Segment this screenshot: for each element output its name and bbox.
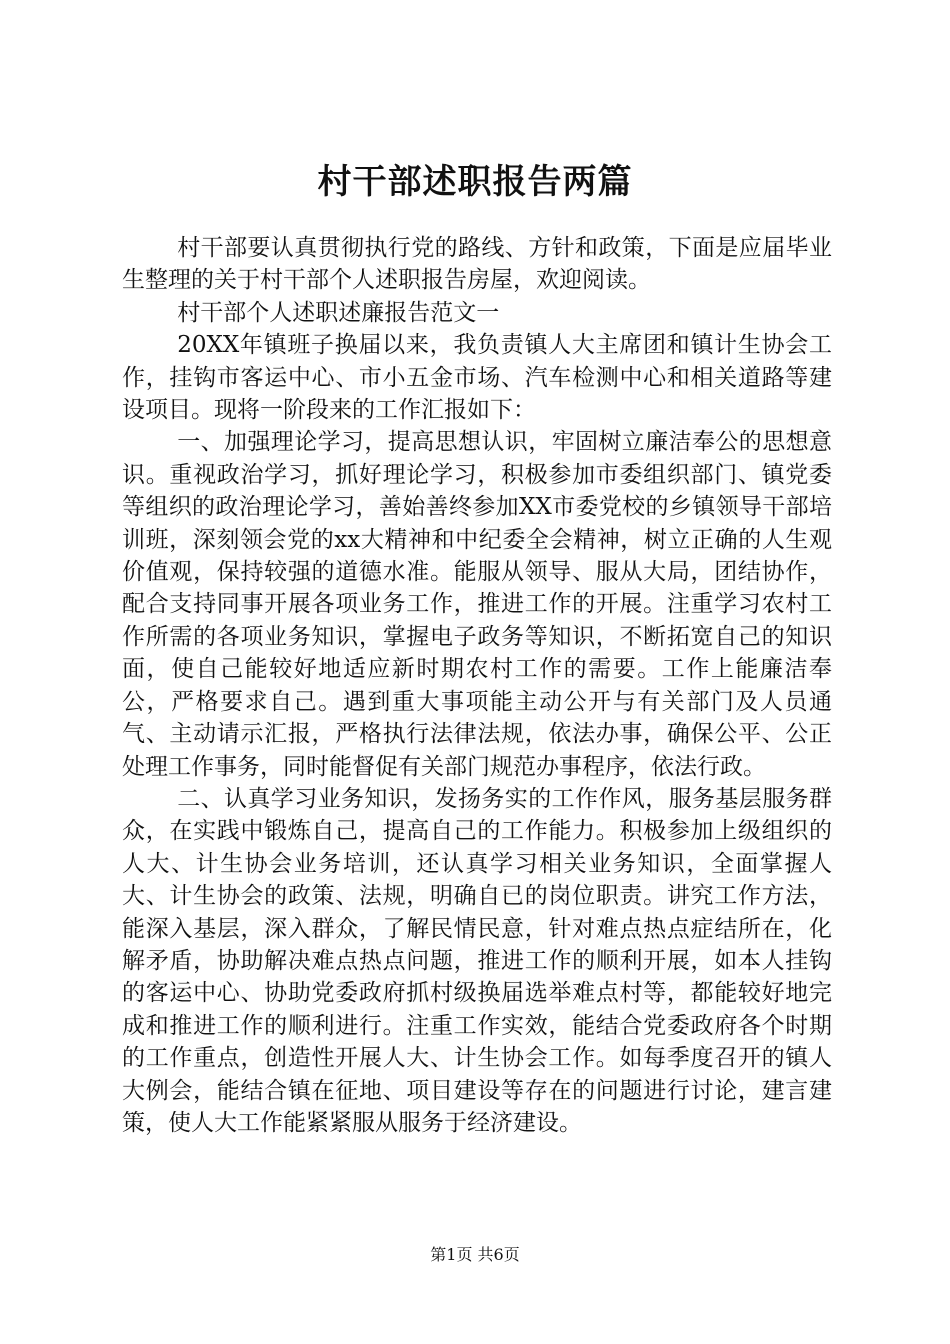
body-paragraph: 一、加强理论学习，提高思想认识，牢固树立廉洁奉公的思想意识。重视政治学习，抓好理论学习，积极参加市委组织部门、镇党委等组织的政治理论学习，善始善终参加XX市委党校的乡镇领导干部培训班，深刻领会党的xx大精神和中纪委全会精神，树立正确的人生观价值观，保持较强的道德水准。能服从领导、服从大局，团结协作，配合支持同事开展各项业务工作，推进工作的开展。注重学习农村工作所需的各项业务知识，掌握电子政务等知识，不断拓宽自己的知识面，使自己能较好地适应新时期农村工作的需要。工作上能廉洁奉公，严格要求自己。遇到重大事项能主动公开与有关部门及人员通气、主动请示汇报，严格执行法律法规，依法办事，确保公平、公正处理工作事务，同时能督促有关部门规范办事程序，依法行政。 — [122, 429, 832, 780]
section-heading: 村干部个人述职述廉报告范文一 — [177, 299, 500, 326]
intro-paragraph: 村干部要认真贯彻执行党的路线、方针和政策，下面是应届毕业生整理的关于村干部个人述职报告房屋，欢迎阅读。 — [122, 235, 832, 294]
document-title: 村干部述职报告两篇 — [317, 162, 633, 202]
body-paragraph: 二、认真学习业务知识，发扬务实的工作作风，服务基层服务群众，在实践中锻炼自己，提高自己的工作能力。积极参加上级组织的人大、计生协会业务培训，还认真学习相关业务知识，全面掌握人大、计生协会的政策、法规，明确自已的岗位职责。讲究工作方法，能深入基层，深入群众，了解民情民意，针对难点热点症结所在，化解矛盾，协助解决难点热点问题，推进工作的顺利开展，如本人挂钩的客运中心、协助党委政府抓村级换届选举难点村等，都能较好地完成和推进工作的顺利进行。注重工作实效，能结合党委政府各个时期的工作重点，创造性开展人大、计生协会工作。如每季度召开的镇人大例会，能结合镇在征地、项目建设等存在的问题进行讨论，建言建策，使人大工作能紧紧服从服务于经济建设。 — [122, 785, 832, 1136]
document-body — [122, 232, 832, 1139]
body-paragraph: 20XX年镇班子换届以来，我负责镇人大主席团和镇计生协会工作，挂钩市客运中心、市小五金市场、汽车检测中心和相关道路等建设项目。现将一阶段来的工作汇报如下： — [122, 332, 832, 424]
page-number-footer: 第1页 共6页 — [430, 1245, 520, 1264]
